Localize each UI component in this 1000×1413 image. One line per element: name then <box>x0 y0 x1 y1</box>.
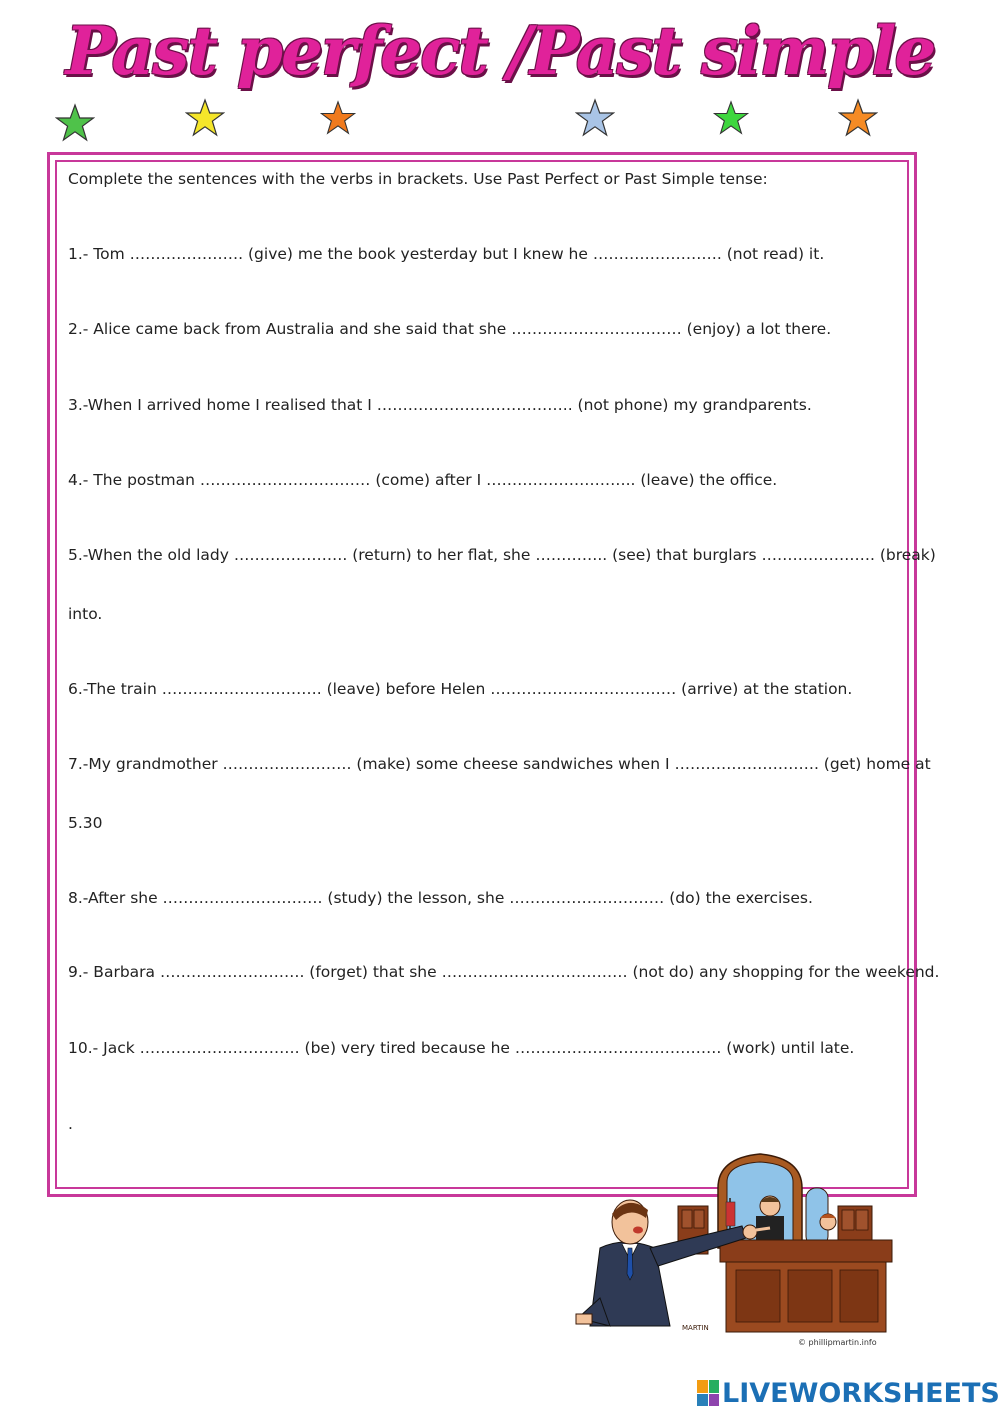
clipart-signature: MARTIN <box>682 1324 709 1332</box>
star-icon <box>838 98 878 138</box>
exercise-frame-inner-border <box>55 160 909 1189</box>
sentence-2: 2.- Alice came back from Australia and she said that she …………………………… (enjoy) a lot there. <box>68 320 832 338</box>
sentence-10: 10.- Jack …………………………. (be) very tired because he …………………………………. (work) until late. <box>68 1039 855 1057</box>
star-icon <box>55 103 95 143</box>
sentence-7-continued: 5.30 <box>68 814 103 832</box>
star-icon <box>713 98 749 138</box>
brand-name: LIVEWORKSHEETS <box>722 1377 1000 1409</box>
star-icon <box>185 98 225 138</box>
sentence-4: 4.- The postman …………………………… (come) after I ……………………….. (leave) the office. <box>68 471 778 489</box>
liveworksheets-logo-icon <box>697 1380 719 1406</box>
star-icon <box>320 98 356 138</box>
sentence-3: 3.-When I arrived home I realised that I ……………………………….. (not phone) my grandparents. <box>68 396 812 414</box>
sentence-5: 5.-When the old lady …………………. (return) to her flat, she ………….. (see) that burglars …………………. (break) <box>68 546 936 564</box>
star-icon <box>575 98 615 138</box>
sentence-5-continued: into. <box>68 605 103 623</box>
sentence-7: 7.-My grandmother ……………………. (make) some cheese sandwiches when I ………………………. (get) home at <box>68 755 931 773</box>
page-title: Past perfect /Past simple <box>65 12 935 90</box>
courtroom-illustration <box>570 1148 900 1348</box>
instructions: Complete the sentences with the verbs in brackets. Use Past Perfect or Past Simple tense: <box>68 170 768 188</box>
sentence-9: 9.- Barbara ………………………. (forget) that she ……………………………… (not do) any shopping for the weekend. <box>68 963 940 981</box>
trailing-period: . <box>68 1115 73 1133</box>
clipart-credit: © phillipmartin.info <box>798 1338 877 1347</box>
sentence-6: 6.-The train …………………………. (leave) before Helen ……………………………… (arrive) at the station. <box>68 680 853 698</box>
sentence-8: 8.-After she …………………………. (study) the lesson, she ………………………… (do) the exercises. <box>68 889 813 907</box>
liveworksheets-logo <box>697 1378 1000 1408</box>
sentence-1: 1.- Tom …………………. (give) me the book yesterday but I knew he ……………………. (not read) it. <box>68 245 825 263</box>
